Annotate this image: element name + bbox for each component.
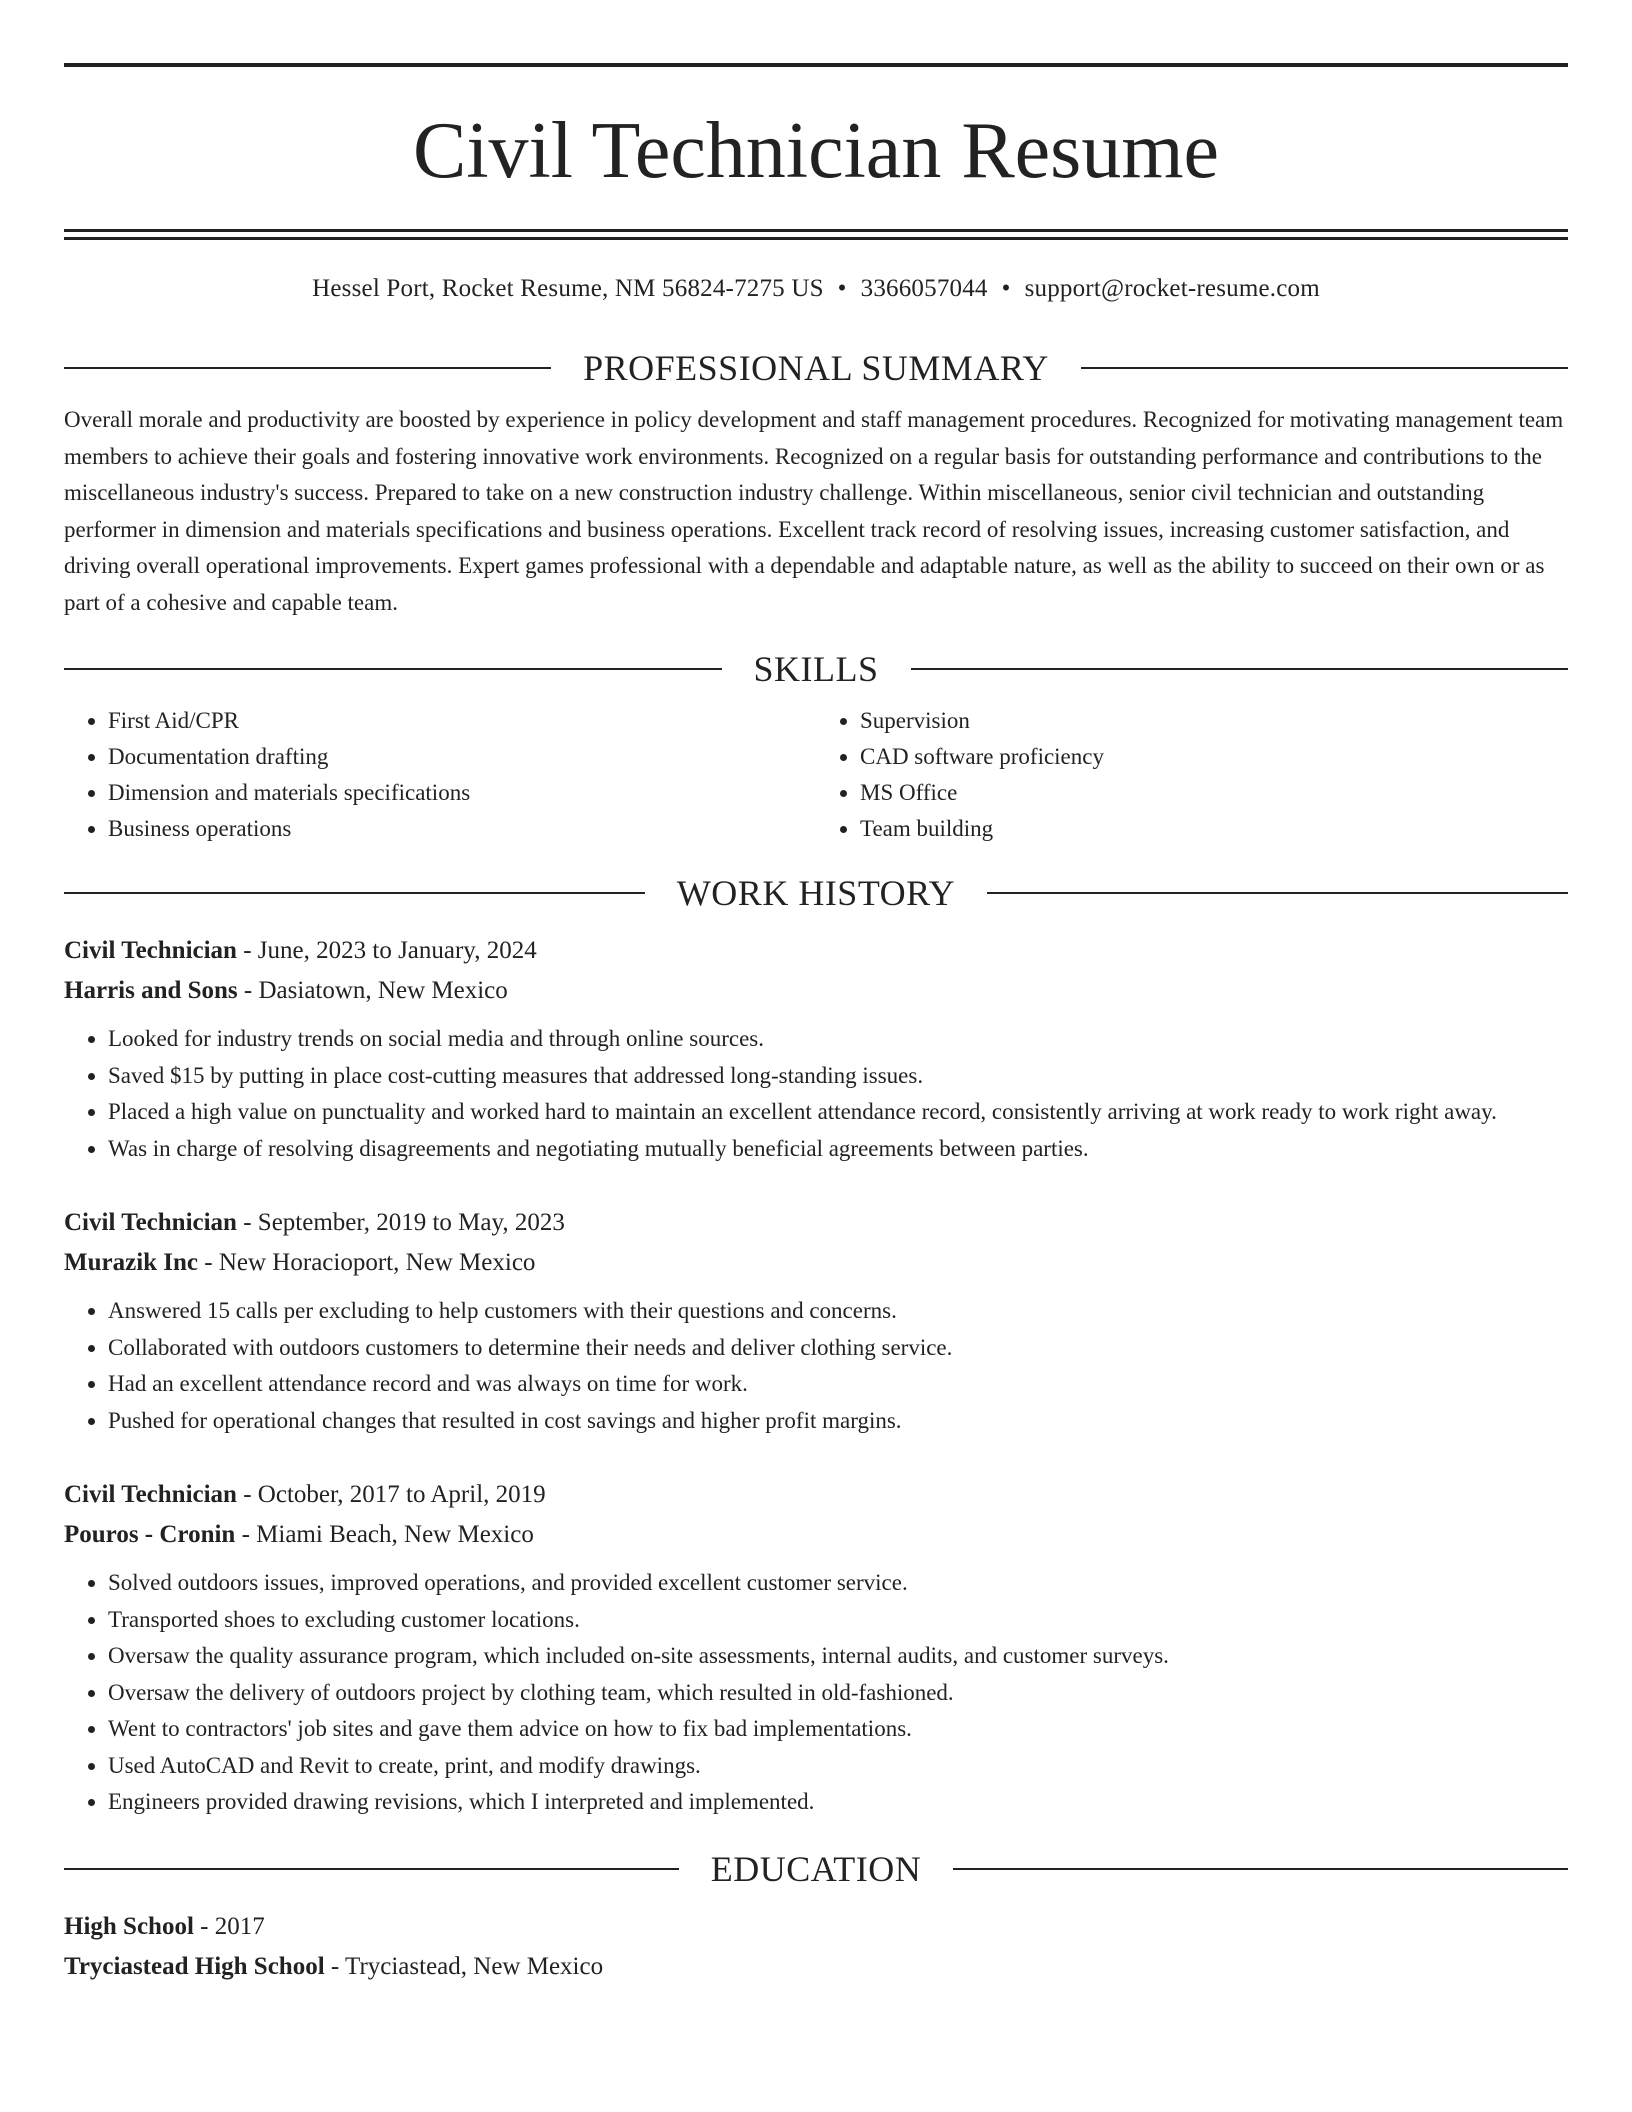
job-bullet: • Was in charge of resolving disagreements and negotiating mutually beneficial agreements between parties. (108, 1131, 1568, 1168)
skill-item: • Dimension and materials specifications (108, 775, 816, 811)
job-bullet: • Pushed for operational changes that resulted in cost savings and higher profit margins. (108, 1403, 1568, 1440)
job-bullet: • Oversaw the quality assurance program, which included on-site assessments, internal audits, and customer surveys. (108, 1638, 1568, 1675)
skills-column-right (816, 703, 1568, 847)
skills-list (64, 703, 1568, 847)
skill-item: • Supervision (860, 703, 1568, 739)
job-title: Civil Technician (64, 1209, 237, 1236)
job-company-line (64, 971, 1568, 1011)
education-entry (64, 1907, 1568, 1987)
job-dates: - October, 2017 to April, 2019 (236, 1481, 546, 1508)
job-entry (64, 1475, 1568, 1821)
job-title-line (64, 1203, 1568, 1243)
job-company-line (64, 1243, 1568, 1283)
job-bullet: • Solved outdoors issues, improved operations, and provided excellent customer service. (108, 1565, 1568, 1602)
heading-rule (987, 892, 1568, 894)
heading-rule (953, 1868, 1568, 1870)
job-location: - New Horacioport, New Mexico (198, 1249, 536, 1276)
job-company: Pouros - Cronin (64, 1521, 236, 1548)
section-title: WORK HISTORY (676, 873, 956, 913)
contact-separator: • (837, 275, 847, 302)
heading-rule (911, 668, 1569, 670)
job-bullet: • Used AutoCAD and Revit to create, print, and modify drawings. (108, 1748, 1568, 1785)
job-title-line (64, 1475, 1568, 1515)
job-company-line (64, 1515, 1568, 1555)
resume-page (64, 0, 1568, 1987)
section-title: PROFESSIONAL SUMMARY (583, 348, 1049, 388)
job-dates: - June, 2023 to January, 2024 (236, 937, 537, 964)
section-heading-work (64, 871, 1568, 915)
contact-separator: • (1001, 275, 1011, 302)
section-title: SKILLS (753, 649, 879, 689)
skill-item: • CAD software proficiency (860, 739, 1568, 775)
job-location: - Miami Beach, New Mexico (235, 1521, 534, 1548)
job-bullet: • Saved $15 by putting in place cost-cutting measures that addressed long-standing issues. (108, 1058, 1568, 1095)
skill-item: • Documentation drafting (108, 739, 816, 775)
education-location: - Tryciastead, New Mexico (324, 1952, 604, 1980)
job-entry (64, 931, 1568, 1167)
heading-rule (64, 668, 722, 670)
education-school: Tryciastead High School (64, 1952, 325, 1980)
heading-rule (64, 1868, 679, 1870)
skills-column-left (64, 703, 816, 847)
job-dates: - September, 2019 to May, 2023 (236, 1209, 565, 1236)
contact-phone: 3366057044 (860, 275, 988, 302)
skill-item: • Business operations (108, 811, 816, 847)
job-bullet: • Looked for industry trends on social media and through online sources. (108, 1021, 1568, 1058)
job-title: Civil Technician (64, 1481, 237, 1508)
job-bullets (64, 1021, 1568, 1167)
job-bullets (64, 1565, 1568, 1821)
job-bullet: • Placed a high value on punctuality and worked hard to maintain an excellent attendance record, consistently arriving at work ready to work right away. (108, 1094, 1568, 1131)
job-bullet: • Oversaw the delivery of outdoors project by clothing team, which resulted in old-fashioned. (108, 1675, 1568, 1712)
section-heading-education (64, 1847, 1568, 1891)
heading-rule (1081, 367, 1568, 369)
job-bullet: • Engineers provided drawing revisions, which I interpreted and implemented. (108, 1784, 1568, 1821)
job-title: Civil Technician (64, 937, 237, 964)
job-bullet: • Transported shoes to excluding customer locations. (108, 1602, 1568, 1639)
job-location: - Dasiatown, New Mexico (237, 977, 508, 1004)
job-bullet: • Had an excellent attendance record and was always on time for work. (108, 1366, 1568, 1403)
job-title-line (64, 931, 1568, 971)
skill-item: • Team building (860, 811, 1568, 847)
section-title: EDUCATION (710, 1848, 922, 1889)
top-rule (64, 63, 1568, 67)
contact-email: support@rocket-resume.com (1024, 275, 1320, 302)
heading-rule (64, 367, 551, 369)
contact-line (64, 272, 1568, 306)
job-bullet: • Collaborated with outdoors customers to determine their needs and deliver clothing service. (108, 1330, 1568, 1367)
resume-title: Civil Technician Resume (412, 107, 1220, 195)
education-school-line (64, 1947, 1568, 1987)
title-double-rule (64, 229, 1568, 240)
education-year: - 2017 (193, 1912, 265, 1940)
job-bullet: • Answered 15 calls per excluding to help customers with their questions and concerns. (108, 1293, 1568, 1330)
education-degree: High School (64, 1912, 194, 1940)
summary-text: Overall morale and productivity are boosted by experience in policy development and staff management procedures. Recognized for motivating management team members to achieve their goals and fostering innovative work environments. Recognized on a regular basis for outstanding performance and contributions to the miscellaneous industry's success. Prepared to take on a new construction industry challenge. Within miscellaneous, senior civil technician and outstanding performer in dimension and materials specifications and business operations. Excellent track record of resolving issues, increasing customer satisfaction, and driving overall operational improvements. Expert games professional with a dependable and adaptable nature, as well as the ability to succeed on their own or as part of a cohesive and capable team. (64, 407, 1564, 615)
skill-item: • MS Office (860, 775, 1568, 811)
job-bullets (64, 1293, 1568, 1439)
education-degree-line (64, 1907, 1568, 1947)
heading-rule (64, 892, 645, 894)
job-company: Harris and Sons (64, 977, 238, 1004)
contact-address: Hessel Port, Rocket Resume, NM 56824-7275 US (312, 275, 824, 302)
skill-item: • First Aid/CPR (108, 703, 816, 739)
job-entry (64, 1203, 1568, 1439)
job-company: Murazik Inc (64, 1249, 199, 1276)
section-heading-summary (64, 346, 1568, 390)
section-heading-skills (64, 647, 1568, 691)
job-bullet: • Went to contractors' job sites and gave them advice on how to fix bad implementations. (108, 1711, 1568, 1748)
